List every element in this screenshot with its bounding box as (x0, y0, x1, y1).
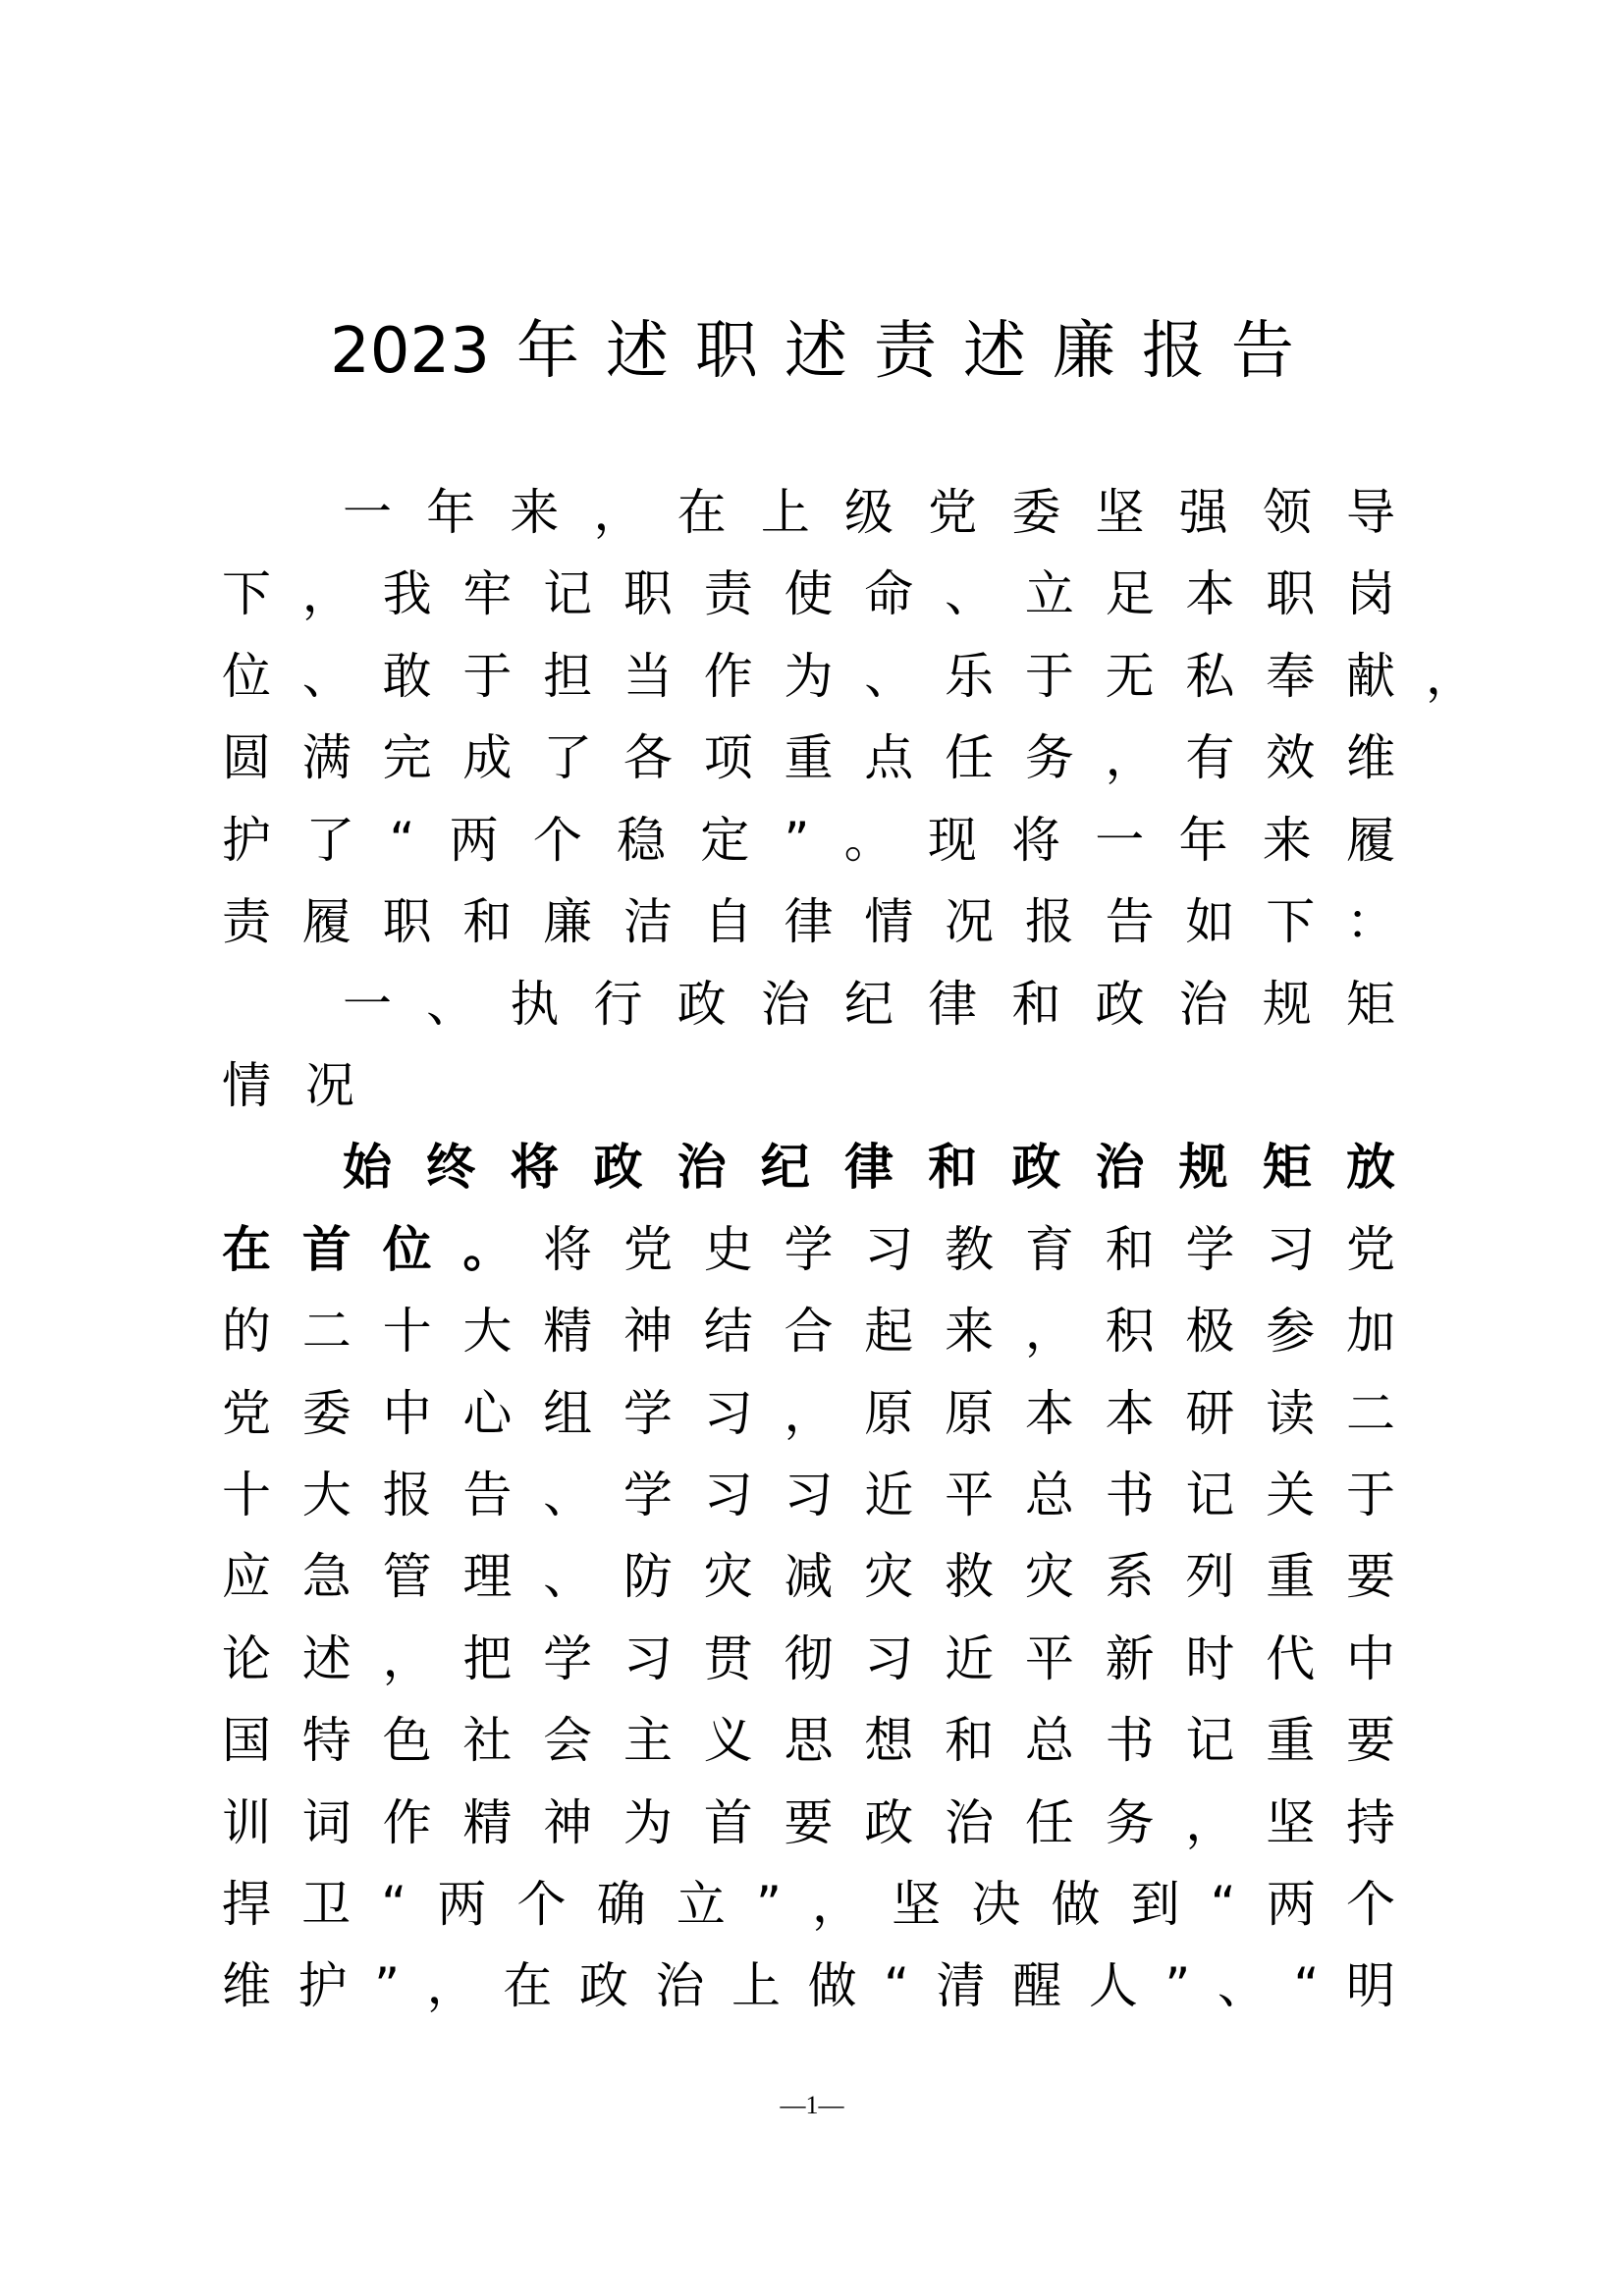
paragraph-line: 维护”，在政治上做“清醒人”、“明 (222, 1957, 1395, 2014)
paragraph-line: 位、敢于担当作为、乐于无私奉献 (222, 648, 1395, 705)
paragraph-line: 的二十大精神结合起来，积极参加 (222, 1303, 1395, 1360)
paragraph-line: 一年来，在上级党委坚强领导 (343, 484, 1395, 541)
paragraph-line: 护了“两个稳定”。现将一年来履 (222, 812, 1395, 869)
paragraph-line (222, 1208, 1395, 1291)
paragraph-line: 应急管理、防灾减灾救灾系列重要 (222, 1548, 1395, 1605)
page-number: —1— (780, 2091, 844, 2119)
paragraph-line: 捍卫“两个确立”，坚决做到“两个 (222, 1876, 1395, 1933)
paragraph-line: 国特色社会主义思想和总书记重要 (222, 1712, 1395, 1769)
paragraph-line: 责履职和廉洁自律情况报告如下： (222, 893, 1395, 950)
paragraph-line: 十大报告、学习习近平总书记关于 (222, 1467, 1395, 1523)
bold-lead-text: 在首位。 (222, 1221, 544, 1278)
title-year: 2023 (330, 315, 490, 388)
paragraph-line: 训词作精神为首要政治任务，坚持 (222, 1794, 1395, 1851)
title-text: 年述职述责述廉报告 (515, 315, 1321, 388)
paragraph-line: 论述，把学习贯彻习近平新时代中 (222, 1630, 1395, 1687)
section-heading-line: 一、执行政治纪律和政治规矩 (343, 976, 1395, 1033)
paragraph-text: 将党史学习教育和学习党 (543, 1221, 1396, 1278)
section-heading-line: 情况 (222, 1057, 389, 1114)
bold-lead-line: 始终将政治纪律和政治规矩放 (343, 1139, 1395, 1196)
paragraph-line-overflow: ， (1426, 648, 1475, 705)
paragraph-line: 党委中心组学习，原原本本研读二 (222, 1385, 1395, 1442)
paragraph-line: 下，我牢记职责使命、立足本职岗 (222, 565, 1395, 622)
document-title (0, 312, 1624, 391)
paragraph-line: 圆满完成了各项重点任务，有效维 (222, 729, 1395, 786)
